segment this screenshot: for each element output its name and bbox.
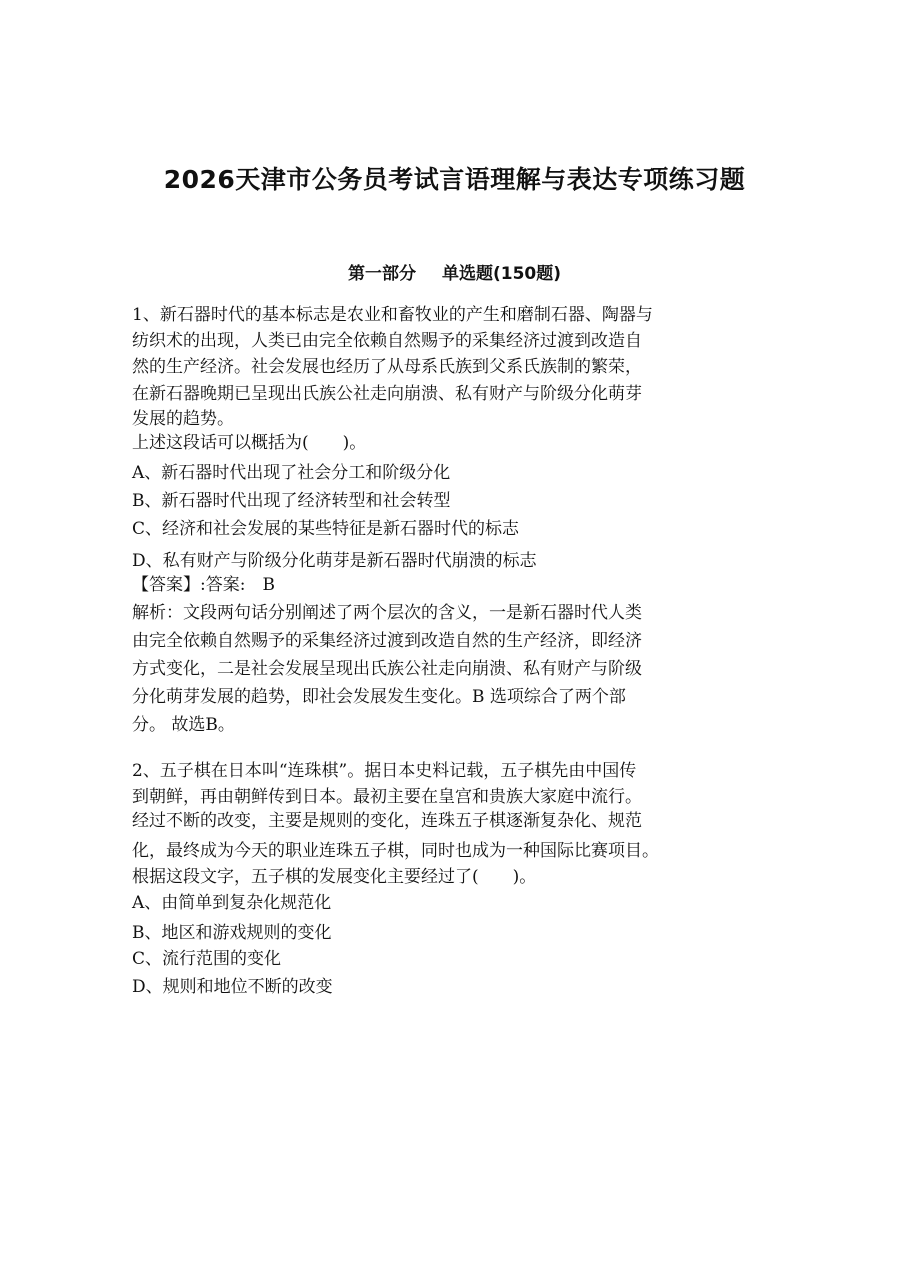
question-1-analysis-line: 分。 故选B。 — [132, 715, 235, 735]
section-label: 第一部分 — [347, 264, 416, 284]
question-1-stem-line: 然的生产经济。社会发展也经历了从母系氏族到父系氏族制的繁荣， — [132, 357, 642, 377]
question-1-prompt: 上述这段话可以概括为( )。 — [132, 433, 367, 453]
question-1-analysis-line: 解析：文段两句话分别阐述了两个层次的含义，一是新石器时代人类 — [132, 603, 642, 623]
question-1-option-b: B、新石器时代出现了经济转型和社会转型 — [132, 491, 451, 511]
question-1-option-c: C、经济和社会发展的某些特征是新石器时代的标志 — [132, 519, 520, 539]
question-1-stem-line: 1、新石器时代的基本标志是农业和畜牧业的产生和磨制石器、陶器与 — [132, 305, 653, 325]
question-1-analysis-line: 分化萌芽发展的趋势，即社会发展发生变化。B 选项综合了两个部 — [132, 687, 626, 707]
question-2-prompt: 根据这段文字，五子棋的发展变化主要经过了( )。 — [132, 867, 537, 887]
question-2-option-c: C、流行范围的变化 — [132, 949, 282, 969]
document-title: 2026天津市公务员考试言语理解与表达专项练习题 — [163, 165, 746, 194]
section-heading — [0, 259, 909, 284]
question-1-answer: 【答案】:答案: B — [132, 575, 275, 595]
question-2-stem-line: 到朝鲜，再由朝鲜传到日本。最初主要在皇宫和贵族大家庭中流行。 — [132, 787, 642, 807]
question-2-option-b: B、地区和游戏规则的变化 — [132, 923, 332, 943]
question-1-analysis-line: 由完全依赖自然赐予的采集经济过渡到改造自然的生产经济，即经济 — [132, 631, 642, 651]
question-2-stem-line: 化，最终成为今天的职业连珠五子棋，同时也成为一种国际比赛项目。 — [132, 841, 659, 861]
question-2-option-a: A、由简单到复杂化规范化 — [132, 893, 332, 913]
question-1-stem-line: 在新石器晚期已呈现出氏族公社走向崩溃、私有财产与阶级分化萌芽 — [132, 384, 642, 404]
question-1-stem-line: 纺织术的出现，人类已由完全依赖自然赐予的采集经济过渡到改造自 — [132, 331, 642, 351]
question-2-stem-line: 经过不断的改变，主要是规则的变化，连珠五子棋逐渐复杂化、规范 — [132, 811, 642, 831]
question-1-analysis-line: 方式变化，二是社会发展呈现出氏族公社走向崩溃、私有财产与阶级 — [132, 659, 642, 679]
question-2-stem-line: 2、五子棋在日本叫“连珠棋”。据日本史料记载，五子棋先由中国传 — [132, 761, 637, 781]
question-1-option-d: D、私有财产与阶级分化萌芽是新石器时代崩溃的标志 — [132, 551, 537, 571]
question-1-stem-line: 发展的趋势。 — [132, 409, 234, 429]
question-1-option-a: A、新石器时代出现了社会分工和阶级分化 — [132, 463, 451, 483]
section-name: 单选题(150题) — [441, 264, 562, 284]
question-2-option-d: D、规则和地位不断的改变 — [132, 977, 333, 997]
